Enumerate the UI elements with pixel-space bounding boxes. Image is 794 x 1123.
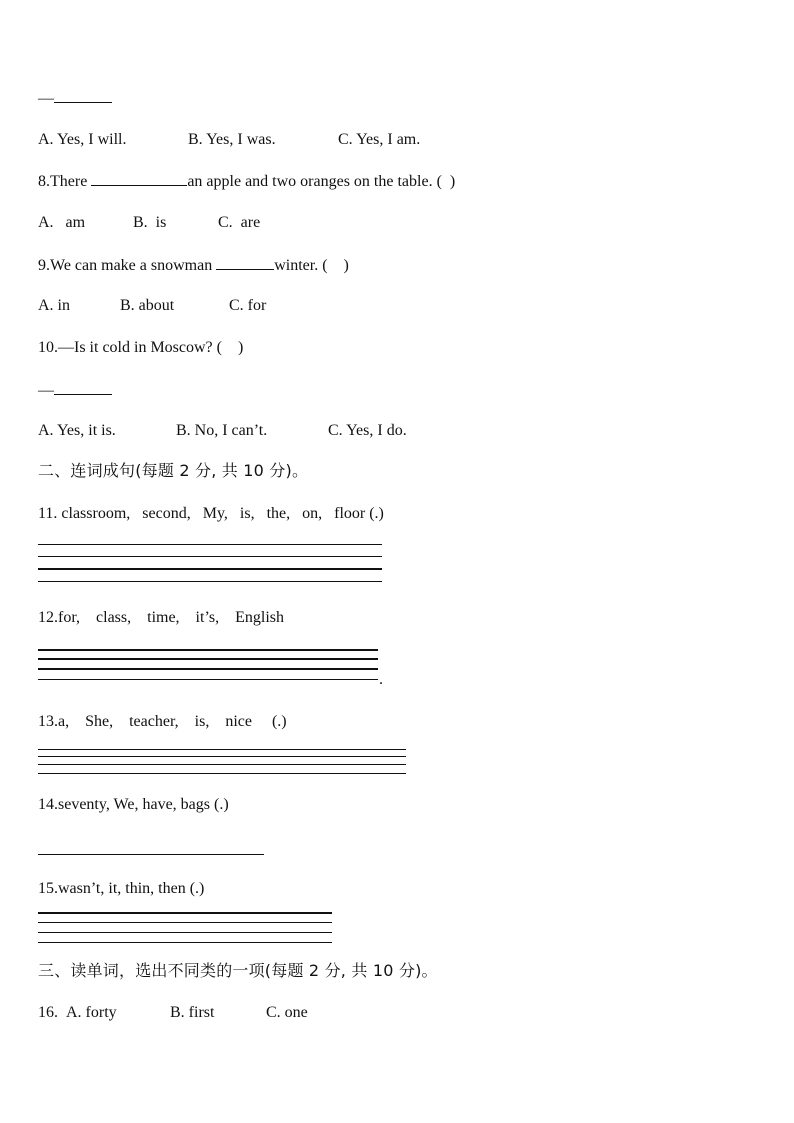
q8-option-c[interactable]: C. are (218, 214, 261, 231)
writing-rule (38, 764, 406, 765)
writing-rule (38, 854, 264, 855)
question-16-number: 16. (38, 1004, 58, 1021)
q10-option-c[interactable]: C. Yes, I do. (328, 422, 407, 439)
writing-rule (38, 749, 406, 750)
q9-option-c[interactable]: C. for (229, 297, 267, 314)
writing-rule (38, 649, 378, 651)
q7-option-b[interactable]: B. Yes, I was. (188, 131, 276, 148)
q8-option-a[interactable]: A. am (38, 214, 86, 231)
q9-option-b[interactable]: B. about (120, 297, 175, 314)
writing-rule (38, 679, 378, 680)
question-15: 15.wasn’t, it, thin, then (.) (38, 880, 205, 897)
writing-rule (38, 568, 382, 570)
writing-rule (38, 932, 332, 933)
writing-rule (38, 942, 332, 943)
q9-option-a[interactable]: A. in (38, 297, 70, 314)
q10-answer-line: — (38, 380, 112, 401)
q16-option-c[interactable]: C. one (266, 1004, 308, 1021)
section-2-heading: 二、连词成句(每题 2 分, 共 10 分)。 (38, 461, 309, 480)
answer-blank[interactable] (54, 380, 112, 395)
q16-option-a[interactable]: A. forty (66, 1004, 117, 1021)
q7-option-c[interactable]: C. Yes, I am. (338, 131, 421, 148)
question-12: 12.for, class, time, it’s, English (38, 609, 285, 626)
writing-rule (38, 581, 382, 582)
question-8: 8.There an apple and two oranges on the table. ( ) (38, 173, 456, 190)
q10-option-b[interactable]: B. No, I can’t. (176, 422, 268, 439)
q16-option-b[interactable]: B. first (170, 1004, 215, 1021)
writing-rule (38, 756, 406, 757)
writing-rule (38, 668, 378, 670)
question-13: 13.a, She, teacher, is, nice (.) (38, 713, 287, 730)
q10-option-a[interactable]: A. Yes, it is. (38, 422, 116, 439)
q7-answer-line: — (38, 88, 112, 109)
answer-blank[interactable] (216, 255, 274, 270)
question-11: 11. classroom, second, My, is, the, on, floor (.) (38, 505, 384, 522)
answer-blank[interactable] (91, 171, 187, 186)
q12-period: . (379, 671, 383, 688)
writing-rule (38, 556, 382, 557)
writing-rule (38, 658, 378, 660)
section-3-heading: 三、读单词，选出不同类的一项(每题 2 分, 共 10 分)。 (38, 961, 438, 980)
writing-rule (38, 773, 406, 774)
writing-rule (38, 922, 332, 923)
question-10: 10.—Is it cold in Moscow? ( ) (38, 339, 244, 356)
writing-rule (38, 912, 332, 914)
q7-option-a[interactable]: A. Yes, I will. (38, 131, 127, 148)
question-14: 14.seventy, We, have, bags (.) (38, 796, 229, 813)
writing-rule (38, 544, 382, 545)
q8-option-b[interactable]: B. is (133, 214, 167, 231)
question-9: 9.We can make a snowman winter. ( ) (38, 257, 349, 274)
answer-blank[interactable] (54, 88, 112, 103)
